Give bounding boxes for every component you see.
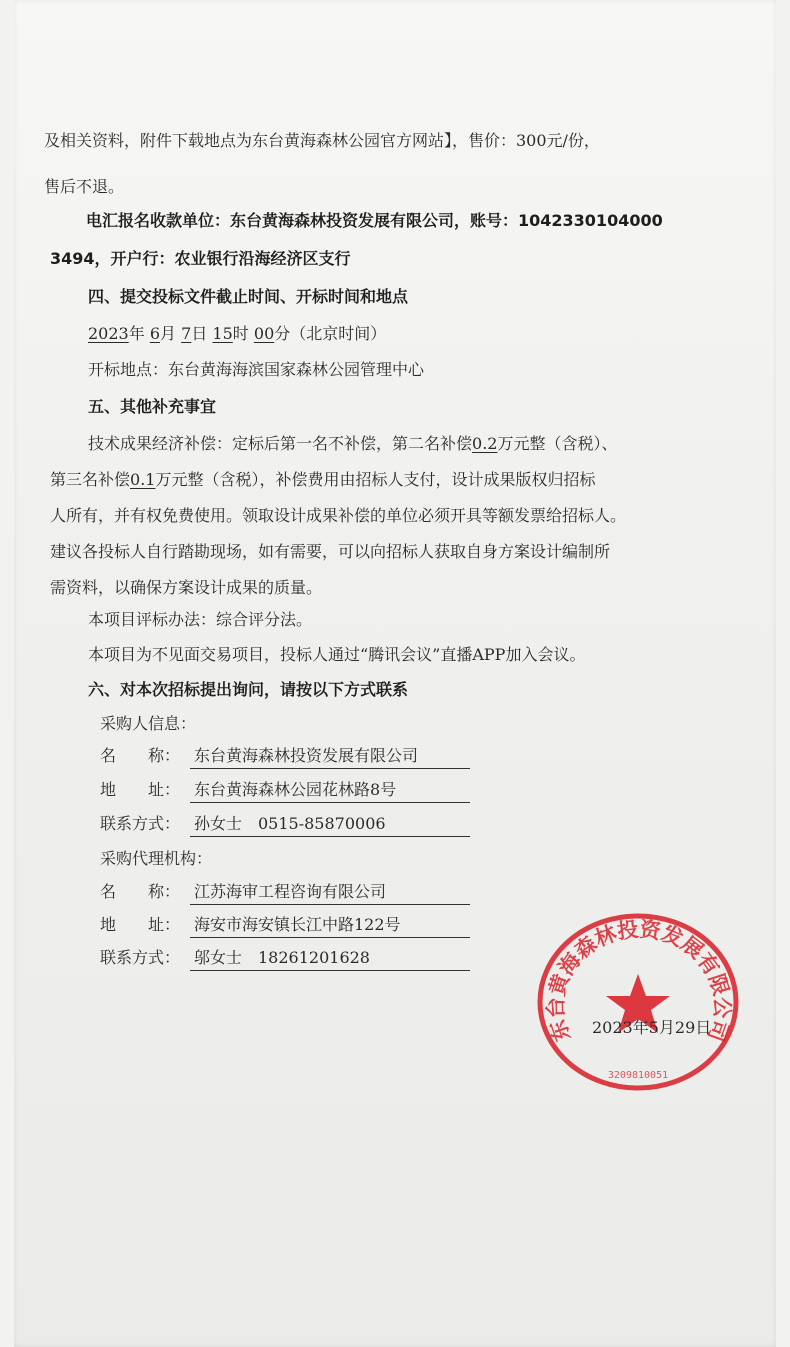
- deadline-month: 6: [149, 324, 161, 343]
- purchaser-contact-label: 联系方式：: [100, 814, 181, 833]
- section-5-heading: 五、其他补充事宜: [88, 397, 217, 416]
- fee-line-2: 售后不退。: [44, 177, 125, 196]
- agency-address-label: 地 址：: [100, 915, 181, 934]
- compensation-line-3: 人所有，并有权免费使用。领取设计成果补偿的单位必须开具等额发票给招标人。: [50, 506, 627, 525]
- agency-name-underline: [190, 904, 470, 905]
- purchaser-name-label: 名 称：: [100, 746, 181, 765]
- bank-line-2: 3494，开户行：农业银行沿海经济区支行: [50, 249, 351, 268]
- seal-text-arc: 东台黄海森林投资发展有限公司: [542, 916, 736, 1045]
- compensation-line-4: 建议各投标人自行踏勘现场，如有需要，可以向招标人获取自身方案设计编制所: [50, 542, 611, 561]
- deadline-minute: 00: [253, 324, 275, 343]
- deadline-year: 2023: [88, 324, 129, 343]
- purchaser-title: 采购人信息：: [100, 714, 197, 733]
- compensation-line-1: 技术成果经济补偿：定标后第一名不补偿，第二名补偿0.2万元整（含税）、: [88, 434, 618, 453]
- bank-line-1: 电汇报名收款单位：东台黄海森林投资发展有限公司，账号：1042330104000: [86, 211, 663, 230]
- purchaser-name-underline: [190, 768, 470, 769]
- purchaser-address-underline: [190, 802, 470, 803]
- agency-contact: 邬女士 18261201628: [194, 948, 370, 967]
- deadline-day: 7: [181, 324, 192, 343]
- agency-contact-label: 联系方式：: [100, 948, 181, 967]
- agency-name: 江苏海审工程咨询有限公司: [194, 882, 387, 901]
- document-paper: [14, 0, 776, 1347]
- seal-code: 3209810051: [607, 1070, 669, 1081]
- deadline-hour: 15: [212, 324, 233, 343]
- purchaser-contact: 孙女士 0515-85870006: [194, 814, 386, 833]
- agency-contact-underline: [190, 970, 470, 971]
- fee-line-1: 及相关资料，附件下载地点为东台黄海森林公园官方网站】，售价：300元/份，: [44, 131, 600, 150]
- purchaser-contact-underline: [190, 836, 470, 837]
- section-4-heading: 四、提交投标文件截止时间、开标时间和地点: [88, 287, 409, 306]
- company-seal: [532, 908, 742, 1092]
- second-place-amount: 0.2: [472, 434, 498, 453]
- purchaser-name: 东台黄海森林投资发展有限公司: [194, 746, 419, 765]
- signature-date: 2023年5月29日: [592, 1018, 712, 1037]
- agency-address: 海安市海安镇长江中路122号: [194, 915, 401, 934]
- evaluation-method: 本项目评标办法：综合评分法。: [88, 610, 313, 629]
- deadline-line: 2023年 6月 7日 15时 00分（北京时间）: [88, 324, 387, 343]
- purchaser-address: 东台黄海森林公园花林路8号: [194, 780, 397, 799]
- compensation-line-2: 第三名补偿0.1万元整（含税），补偿费用由招标人支付，设计成果版权归招标: [50, 470, 596, 489]
- third-place-amount: 0.1: [130, 470, 156, 489]
- compensation-line-5: 需资料，以确保方案设计成果的质量。: [50, 578, 323, 597]
- opening-venue: 开标地点：东台黄海海滨国家森林公园管理中心: [88, 360, 425, 379]
- agency-address-underline: [190, 937, 470, 938]
- remote-bidding-note: 本项目为不见面交易项目，投标人通过“腾讯会议”直播APP加入会议。: [88, 645, 586, 664]
- purchaser-address-label: 地 址：: [100, 780, 181, 799]
- agency-title: 采购代理机构：: [100, 849, 213, 868]
- section-6-heading: 六、对本次招标提出询问，请按以下方式联系: [88, 680, 409, 699]
- agency-name-label: 名 称：: [100, 882, 181, 901]
